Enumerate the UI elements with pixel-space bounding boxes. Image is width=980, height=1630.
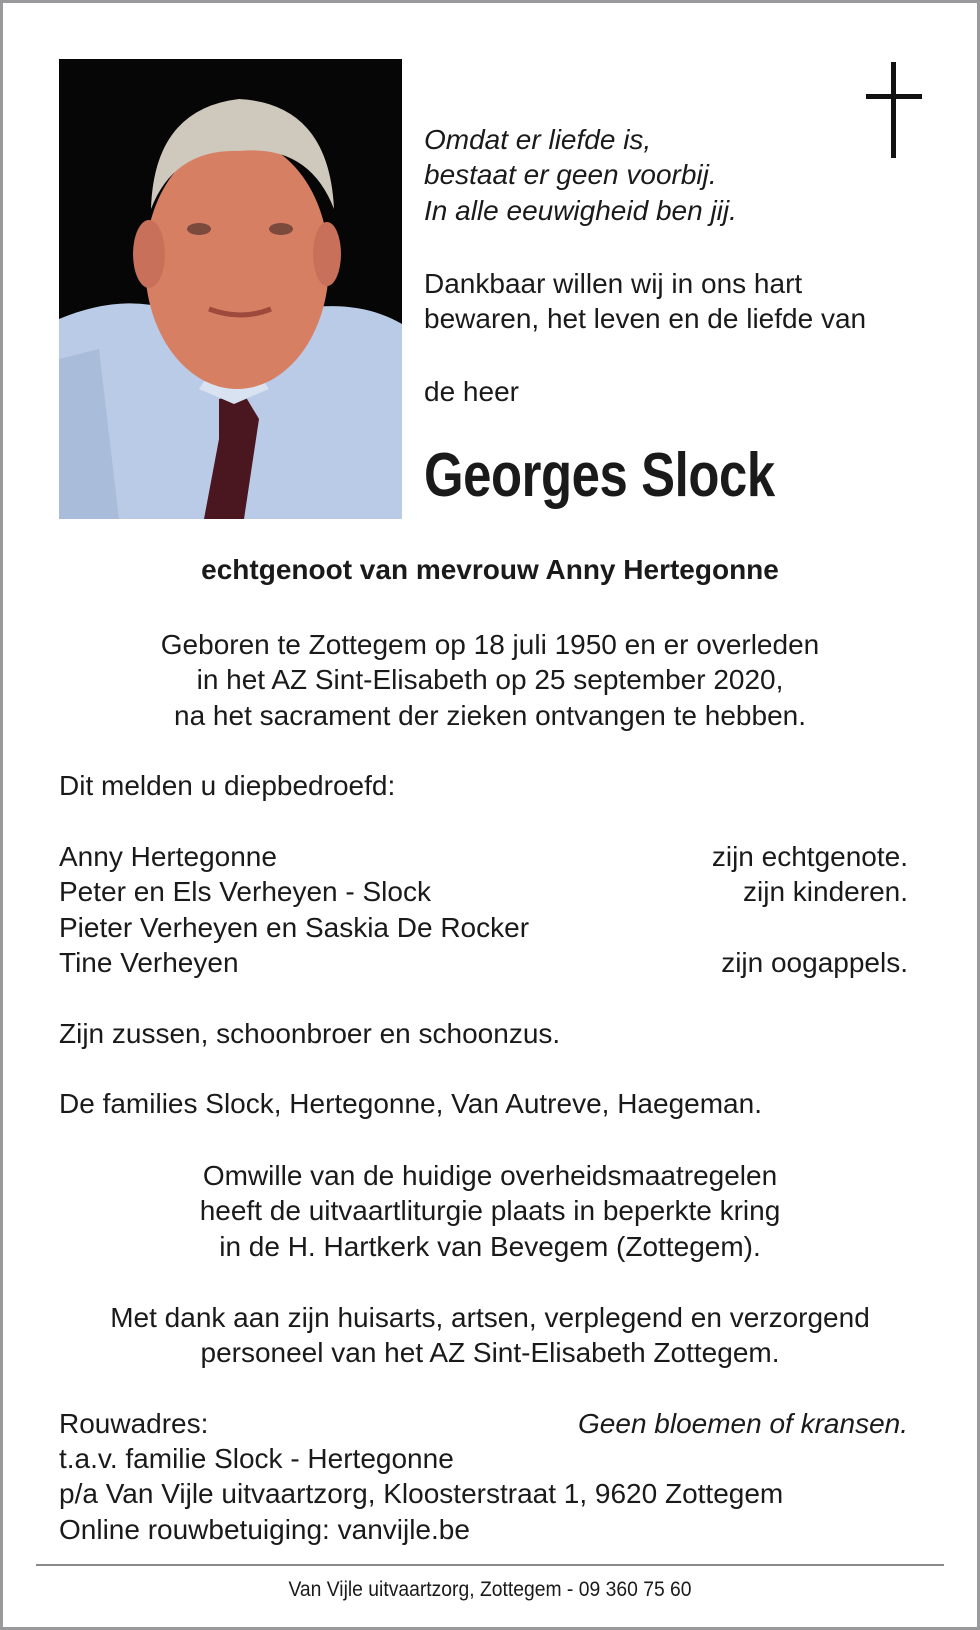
address-line: p/a Van Vijle uitvaartzorg, Kloosterstraat 1, 9620 Zottegem: [59, 1478, 784, 1510]
family-row: [59, 945, 908, 980]
address: [59, 1441, 783, 1547]
intro-line: bewaren, het leven en de liefde van: [424, 303, 867, 335]
poem-line: bestaat er geen voorbij.: [424, 159, 717, 191]
spouse-line: echtgenoot van mevrouw Anny Hertegonne: [201, 554, 779, 585]
thanks-line: personeel van het AZ Sint-Elisabeth Zottegem.: [200, 1337, 780, 1369]
divider: [36, 1564, 944, 1566]
funeral-info: [36, 1158, 944, 1264]
birth-death-line: Geboren te Zottegem op 18 juli 1950 en er overleden: [160, 629, 820, 660]
family-name: Peter en Els Verheyen - Slock: [59, 876, 431, 907]
address-label: Rouwadres:: [59, 1408, 209, 1439]
address-line: Online rouwbetuiging: vanvijle.be: [59, 1513, 470, 1545]
funeral-line: Omwille van de huidige overheidsmaatregelen: [202, 1160, 778, 1191]
family-name: Anny Hertegonne: [59, 841, 277, 872]
cross-icon-bar: [866, 94, 922, 99]
family-name: Pieter Verheyen en Saskia De Rocker: [59, 912, 530, 943]
family-name: Tine Verheyen: [59, 947, 239, 978]
thanks-line: Met dank aan zijn huisarts, artsen, verplegend en verzorgend: [110, 1302, 870, 1333]
announcement: Dit melden u diepbedroefd:: [59, 770, 396, 801]
no-flowers-note: Geen bloemen of kransen.: [578, 1408, 908, 1439]
family-row: [59, 910, 908, 945]
thanks: [36, 1300, 944, 1371]
funeral-line: heeft de uitvaartliturgie plaats in beperkte kring: [199, 1195, 781, 1227]
birth-death: [36, 627, 944, 733]
family-relation: zijn echtgenote.: [711, 841, 908, 872]
birth-death-line: na het sacrament der zieken ontvangen te hebben.: [174, 699, 806, 731]
family-row: [59, 839, 908, 874]
family-relation: zijn kinderen.: [743, 876, 908, 907]
intro-line: Dankbaar willen wij in ons hart: [424, 268, 803, 299]
poem-line: In alle eeuwigheid ben jij.: [424, 194, 737, 226]
title-prefix: de heer: [424, 376, 519, 407]
siblings-line: Zijn zussen, schoonbroer en schoonzus.: [59, 1018, 561, 1049]
birth-death-line: in het AZ Sint-Elisabeth op 25 september 2020,: [196, 664, 784, 696]
poem-line: Omdat er liefde is,: [424, 124, 652, 155]
poem: [424, 122, 737, 228]
family-relation: zijn oogappels.: [721, 947, 908, 978]
footer-funeral-home: Van Vijle uitvaartzorg, Zottegem - 09 360 75 60: [288, 1578, 692, 1601]
intro: [424, 266, 866, 337]
address-header: [59, 1406, 908, 1441]
deceased-name: Georges Slock: [424, 441, 775, 510]
portrait-photo: [59, 59, 402, 519]
address-line: t.a.v. familie Slock - Hertegonne: [59, 1443, 454, 1474]
cross-icon: [891, 62, 896, 158]
funeral-line: in de H. Hartkerk van Bevegem (Zottegem).: [219, 1230, 761, 1262]
family-row: [59, 874, 908, 909]
families-line: De families Slock, Hertegonne, Van Autreve, Haegeman.: [59, 1088, 762, 1119]
